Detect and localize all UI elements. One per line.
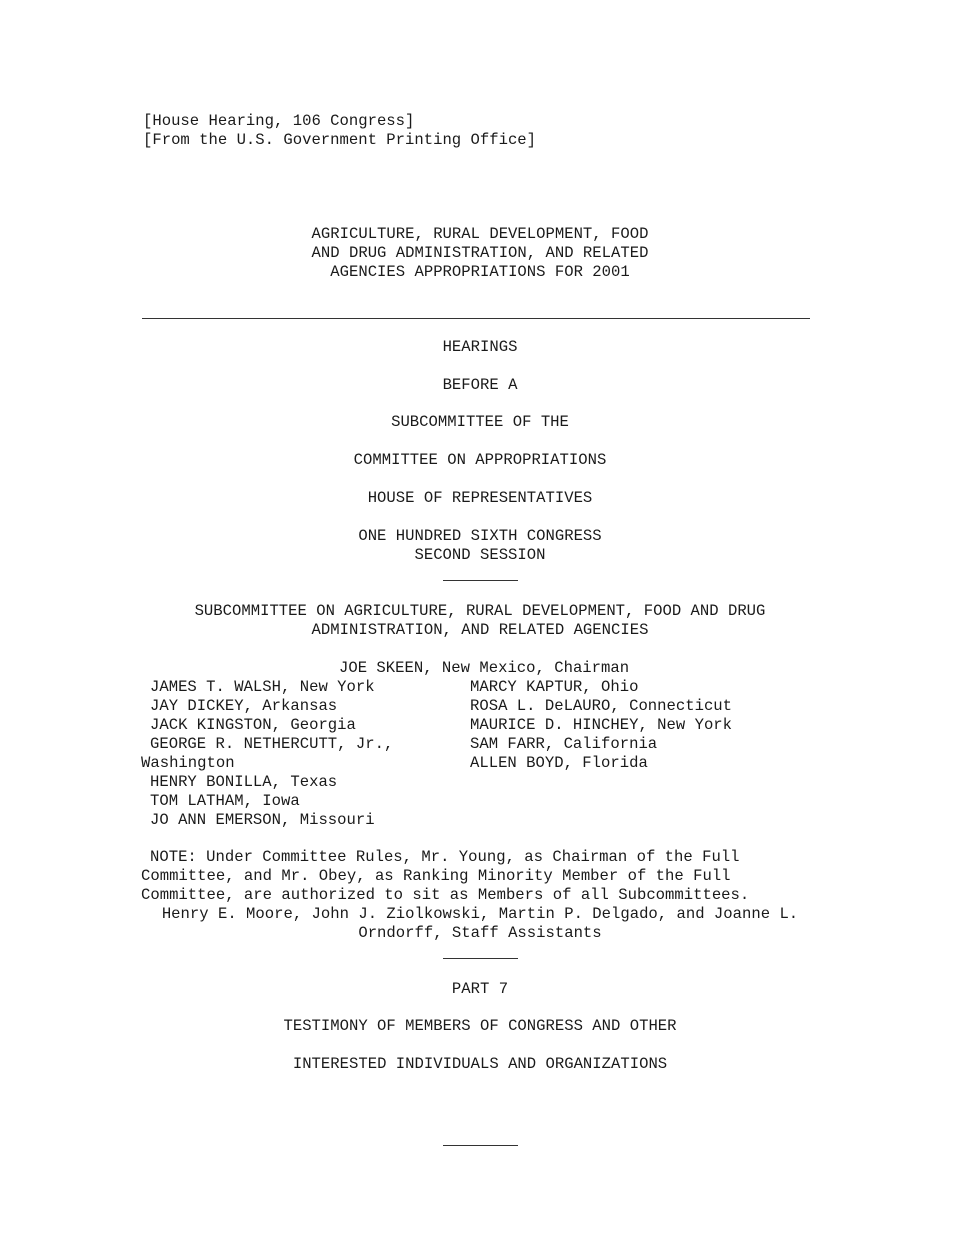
member-left: JAY DICKEY, Arkansas: [150, 697, 338, 715]
title-rule: [142, 318, 810, 319]
member-right: ROSA L. DeLAURO, Connecticut: [470, 697, 733, 715]
member-left: JACK KINGSTON, Georgia: [150, 716, 356, 734]
member-right: ALLEN BOYD, Florida: [470, 754, 648, 772]
hearings-label: HEARINGS: [442, 338, 518, 356]
congress-label: ONE HUNDRED SIXTH CONGRESS: [358, 527, 602, 545]
title-line-2: AND DRUG ADMINISTRATION, AND RELATED: [311, 244, 649, 262]
member-right: MARCY KAPTUR, Ohio: [470, 678, 639, 696]
subcommittee-line-2: ADMINISTRATION, AND RELATED AGENCIES: [311, 621, 649, 639]
committee-label: COMMITTEE ON APPROPRIATIONS: [353, 451, 607, 469]
part-line-1: TESTIMONY OF MEMBERS OF CONGRESS AND OTHER: [283, 1017, 677, 1035]
member-left: JO ANN EMERSON, Missouri: [150, 811, 375, 829]
title-line-3: AGENCIES APPROPRIATIONS FOR 2001: [330, 263, 630, 281]
header-line-2: [From the U.S. Government Printing Office]: [143, 131, 537, 149]
short-rule: [443, 1145, 518, 1146]
staff-line-1: Henry E. Moore, John J. Ziolkowski, Martin P. Delgado, and Joanne L.: [161, 905, 799, 923]
member-left: Washington: [141, 754, 235, 772]
house-label: HOUSE OF REPRESENTATIVES: [367, 489, 593, 507]
member-left: TOM LATHAM, Iowa: [150, 792, 300, 810]
member-right: MAURICE D. HINCHEY, New York: [470, 716, 733, 734]
title-line-1: AGRICULTURE, RURAL DEVELOPMENT, FOOD: [311, 225, 649, 243]
part-line-2: INTERESTED INDIVIDUALS AND ORGANIZATIONS: [292, 1055, 668, 1073]
chairman: JOE SKEEN, New Mexico, Chairman: [339, 659, 630, 677]
part-label: PART 7: [451, 980, 509, 998]
subcommittee-of-label: SUBCOMMITTEE OF THE: [391, 413, 569, 431]
short-rule: [443, 958, 518, 959]
header-line-1: [House Hearing, 106 Congress]: [143, 112, 415, 130]
subcommittee-line-1: SUBCOMMITTEE ON AGRICULTURE, RURAL DEVELOPMENT, FOOD AND DRUG: [194, 602, 766, 620]
before-a-label: BEFORE A: [442, 376, 518, 394]
member-left: JAMES T. WALSH, New York: [150, 678, 375, 696]
member-left: HENRY BONILLA, Texas: [150, 773, 338, 791]
member-left: GEORGE R. NETHERCUTT, Jr.,: [150, 735, 394, 753]
note-line-3: Committee, are authorized to sit as Members of all Subcommittees.: [141, 886, 750, 904]
staff-line-2: Orndorff, Staff Assistants: [358, 924, 602, 942]
short-rule: [443, 580, 518, 581]
note-line-1: NOTE: Under Committee Rules, Mr. Young, as Chairman of the Full: [150, 848, 740, 866]
note-line-2: Committee, and Mr. Obey, as Ranking Minority Member of the Full: [141, 867, 731, 885]
session-label: SECOND SESSION: [414, 546, 546, 564]
member-right: SAM FARR, California: [470, 735, 658, 753]
